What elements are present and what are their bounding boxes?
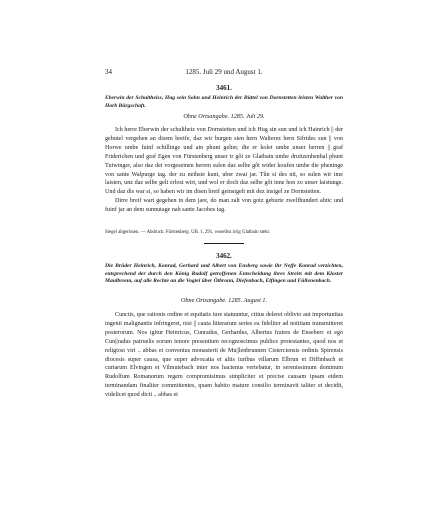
document-number: 3461.: [216, 84, 232, 92]
section-divider: [204, 243, 244, 244]
document-text: [105, 126, 343, 215]
document-summary: Eberwin der Schultheiss, Hug sein Sohn und Heinrich der Büttel von Dornstetten leisten Walther von Horb Bürgschaft.: [105, 95, 343, 109]
page-number: 34: [105, 68, 112, 76]
document-dateline: Ohne Ortsangabe. 1285. Juli 29.: [183, 113, 265, 120]
text-paragraph: Dirre breif wart gegeben in dem jare, do man zalt von gotz geburte zwelfhundert ahtic und fuinf jar an dem sunnutage nah sante Jacobes tag.: [105, 198, 343, 214]
running-title: 1285. Juli 29 und August 1.: [185, 68, 263, 76]
document-number: 3462.: [216, 252, 232, 260]
seal-note: Siegel abgerissen. — Abdruck: Fürstenberg. UB. 1, 291, woselbst irrig Glatbain steht.: [105, 230, 270, 235]
document-summary: Die Brüder Heinrich, Konrad, Gerhard und Albert von Ensberg sowie ihr Neffe Konrad verzichten, entsprechend der durch den König Rudolf getroffenen Entscheidung ihres Streits mit dem Kloster Maulbronn, auf alle Rechte an die Vogtei über Ötbronn, Diefenbach, Elfingen und Füllenenbach.: [105, 263, 343, 285]
text-paragraph: Ich herre Eberwin der schultheiz von Dornstetten und ich Hug sin sun und ich Hainrich || der gebutel vergehen an disem breife, daz wir burgen sien hern Walterez hern Sifrides sun || von Horwe umbe fuinf schillinge und ain phunt gelter, die er kolet umbe unser herren || graf Friderichen und graf Egen von Fürstenberg unser ir gôt ze Glatbain umbe druitzenhenhal phunt Tuiwinger, also daz dei vorgeseinen herren sulen daz selbe gôt wider koufen umbe die pheninge von sante Walpurge tag. der zu neihste kunt, uber zwai jar. Tûn si des nit, so sulen wir ime laisten, unz daz selbe gelt erlost wirt, und wol er doch daz selbe gôt inne hon zo unser laistunge. Und daz dis war si, so haben wir im disen breif geinsigelt mit dez insigel ze Dornstetten.: [105, 127, 343, 196]
document-text: [105, 311, 343, 400]
document-dateline: Ohne Ortsangabe. 1285. August 1.: [181, 297, 267, 304]
text-paragraph: Cunctis, que rationis ordine et equitatis iure statuuntur, citius deleret oblivio aut importunitas ingenii malignantis infringeret, nisi || cauta litterarum series ea fideliter ad notitiam transmitteret posterorum. Nos igitur Heinricus, Cunradus, Gerhardus, Albertus fratres de Enseberc et ego Cun||radus patruelis eorum tenore presentium recognoscimus publice protestantes, quod nos et religiosi viri .. abbas et conventus monasterii de Mu||lenbrunnen Cisterciensis ordinis Spirensis diocesis super causa, que super advocatia et aliis iuribus villarum Elbrun et Diffinbach et curiarum Elvingen et Vilmutebach inter nos hactenus vertebatur, in serenissimum dominum Rudolfum Romanorum regem compromisimus simpliciter et precise causam ipsam eidem terminandam finaliter committentes, quam habito mature consilio terminavit taliter et decidit, videlicet quod dicti .. abbas et: [105, 312, 343, 399]
